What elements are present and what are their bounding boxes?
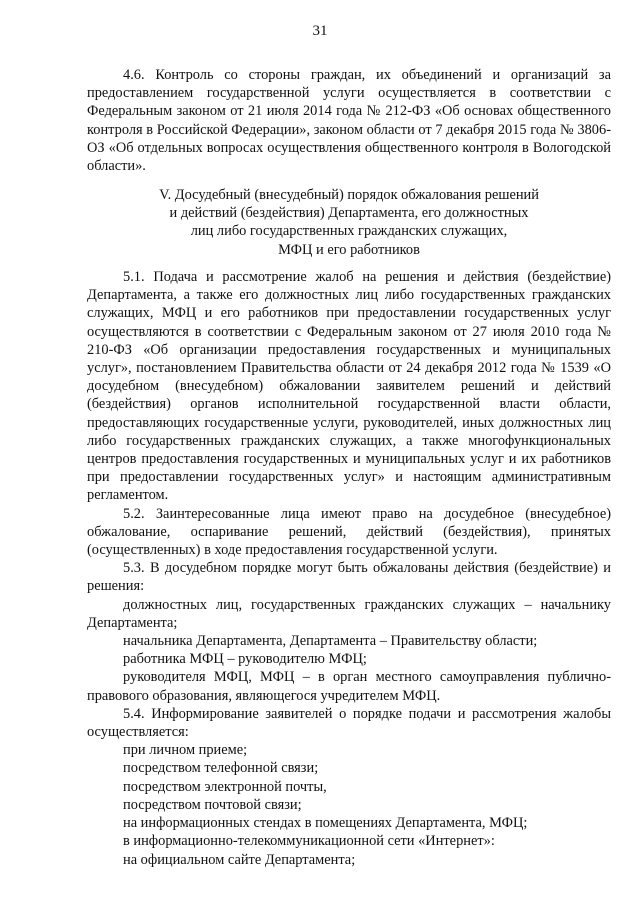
section-heading-line: и действий (бездействия) Департамента, его должностных	[169, 205, 529, 222]
list-item: начальника Департамента, Департамента – Правительству области;	[123, 633, 538, 650]
list-item: руководителя МФЦ, МФЦ – в орган местного самоуправления публично-правового образования, являющегося учредителем МФЦ.	[87, 669, 611, 704]
paragraph-5-4: 5.4. Информирование заявителей о порядке подачи и рассмотрения жалобы осуществляется:	[87, 705, 611, 741]
section-heading-line: V. Досудебный (внесудебный) порядок обжалования решений	[159, 187, 539, 203]
section-heading-line: МФЦ и его работников	[278, 241, 420, 258]
list-item: посредством электронной почты,	[123, 778, 327, 795]
list-item: при личном приеме;	[123, 742, 248, 759]
section-heading	[87, 186, 611, 259]
list-item: должностных лиц, государственных гражданских служащих – начальнику Департамента;	[87, 596, 611, 631]
list-item: в информационно-телекоммуникационной сети «Интернет»:	[123, 833, 495, 850]
paragraph-4-6-block	[87, 66, 611, 175]
list-item: на информационных стендах в помещениях Департамента, МФЦ;	[123, 815, 528, 832]
page-number: 31	[312, 23, 328, 39]
section-body	[87, 268, 611, 869]
list-item: работника МФЦ – руководителю МФЦ;	[123, 651, 367, 668]
paragraph-4-6: 4.6. Контроль со стороны граждан, их объединений и организаций за предоставлением государственной услуги осуществляется в соответствии с Федеральным законом от 21 июля 2014 года № 212-ФЗ «Об основах общественного контроля в Российской Федерации», законом области от 7 декабря 2015 года № 3806-ОЗ «Об отдельных вопросах осуществления общественного контроля в Вологодской области».	[87, 67, 611, 175]
list-item: на официальном сайте Департамента;	[123, 851, 356, 868]
paragraph-5-3: 5.3. В досудебном порядке могут быть обжалованы действия (бездействие) и решения:	[87, 560, 611, 595]
paragraph-5-1: 5.1. Подача и рассмотрение жалоб на решения и действия (бездействие) Департамента, а также его должностных лиц либо государственных гражданских служащих, МФЦ и его работников при предоставлении государственных услуг осуществляются в соответствии с Федеральным законом от 27 июля 2010 года № 210-ФЗ «Об организации предоставления государственных и муниципальных услуг», постановлением Правительства области от 24 декабря 2012 года № 1539 «О досудебном (внесудебном) обжаловании заявителем решений и действий (бездействия) органов исполнительной государственной власти области, предоставляющих государственные услуги, руководителей, иных должностных лиц либо государственных гражданских служащих, а также многофункциональных центров предоставления государственных и муниципальных услуг и их работников при предоставлении государственных услуг» и настоящим административным регламентом.	[87, 269, 611, 504]
section-heading-line: лиц либо государственных гражданских служащих,	[190, 223, 508, 240]
paragraph-5-2: 5.2. Заинтересованные лица имеют право на досудебное (внесудебное) обжалование, оспаривание решений, действий (бездействия), принятых (осуществленных) в ходе предоставления государственной услуги.	[87, 505, 611, 559]
list-item: посредством почтовой связи;	[123, 796, 302, 813]
list-item: посредством телефонной связи;	[123, 760, 319, 777]
